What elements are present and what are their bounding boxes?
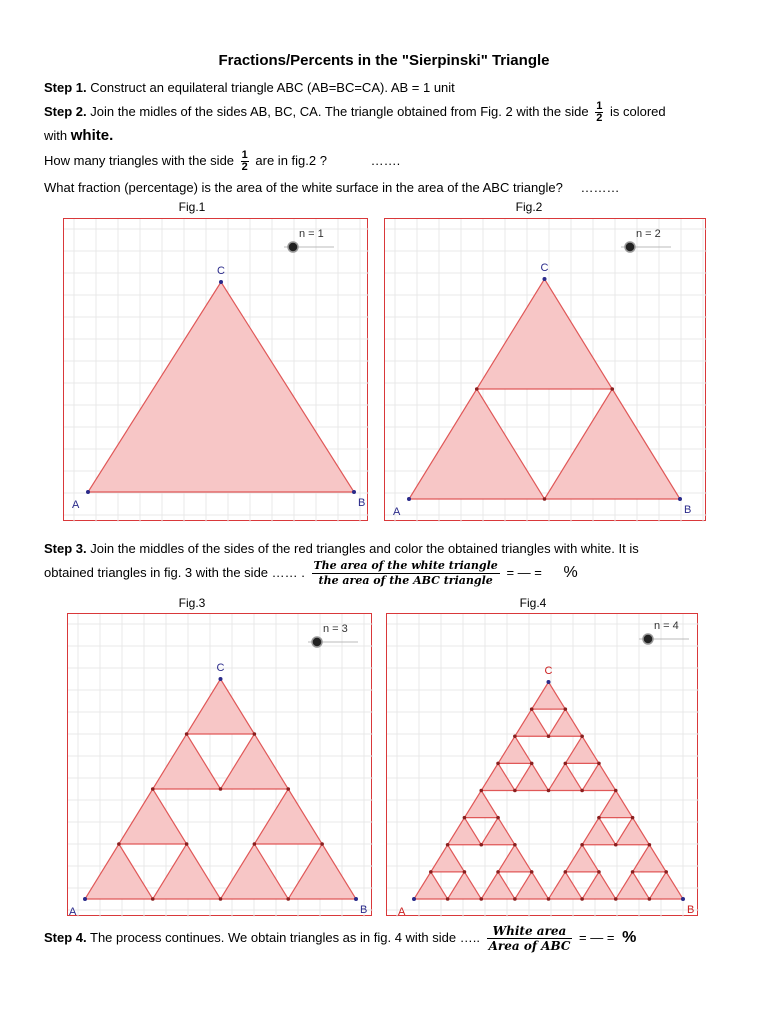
red-triangle — [119, 789, 187, 844]
red-triangle — [582, 763, 616, 790]
midpoint — [151, 787, 155, 791]
step3-line2: obtained triangles in fig. 3 with the side …… . $\frac{\text{The area of the white triangle}}{\text{the area of the ABC triangle}}$ = — = % — [44, 559, 578, 587]
red-triangle — [616, 872, 650, 899]
step3-body: Join the middles of the sides of the red triangles and color the obtained triangles with white. It is — [86, 541, 639, 556]
red-triangle — [599, 791, 633, 818]
midpoint — [580, 789, 584, 793]
midpoint — [185, 842, 189, 846]
sierpinski-figure — [385, 219, 707, 522]
red-triangle — [481, 872, 515, 899]
midpoint — [320, 842, 324, 846]
red-triangle — [515, 872, 549, 899]
red-triangle — [221, 844, 289, 899]
vertex-point — [86, 490, 90, 494]
figure-4-panel — [386, 613, 698, 916]
midpoint — [614, 897, 618, 901]
slider-knob[interactable] — [312, 637, 322, 647]
step4-text: Step 4. The process continues. We obtain triangles as in fig. 4 with side ….. $\frac{\text{White area}}{\text{Area of ABC}}$ = — = % — [44, 924, 637, 953]
red-triangle — [498, 845, 532, 872]
midpoint — [614, 789, 618, 793]
step2-text — [44, 101, 666, 124]
midpoint — [219, 897, 223, 901]
midpoint — [513, 789, 517, 793]
n-label: n = 1 — [299, 228, 324, 240]
vertex-label-b: B — [360, 904, 368, 916]
midpoint — [610, 387, 614, 391]
red-triangle — [565, 845, 599, 872]
red-triangle — [549, 872, 583, 899]
red-triangle — [464, 791, 498, 818]
vertex-label-b: B — [687, 904, 695, 916]
page-title: Fractions/Percents in the "Sierpinski" Triangle — [218, 52, 550, 69]
midpoint — [286, 787, 290, 791]
step4-fraction: $\frac{\text{White area}}{\text{Area of ABC}}$ — [488, 924, 571, 953]
sierpinski-figure — [64, 219, 369, 522]
step2-after: is colored — [609, 103, 666, 119]
figure-3-panel — [67, 613, 372, 916]
midpoint — [496, 870, 500, 874]
vertex-label-c: C — [216, 662, 225, 674]
half-fraction: $\frac{1}{2}$ — [596, 100, 603, 124]
midpoint — [547, 734, 551, 738]
midpoint — [580, 734, 584, 738]
step4-label: Step 4. — [44, 929, 87, 945]
midpoint — [543, 497, 547, 501]
step1-text — [44, 80, 455, 95]
red-triangle — [481, 763, 515, 790]
n-label: n = 3 — [323, 623, 348, 635]
midpoint — [446, 843, 450, 847]
step2-line2: with white. — [44, 127, 114, 144]
midpoint — [463, 870, 467, 874]
midpoint — [496, 816, 500, 820]
midpoint — [253, 842, 257, 846]
step2-label: Step 2. — [44, 103, 87, 119]
vertex-point — [678, 497, 682, 501]
vertex-point — [354, 897, 358, 901]
midpoint — [530, 870, 534, 874]
white-word: white. — [70, 127, 114, 144]
vertex-label-c: C — [544, 665, 553, 677]
fig4-caption: Fig.4 — [519, 596, 547, 610]
fig3-caption: Fig.3 — [178, 596, 206, 610]
vertex-point — [83, 897, 87, 901]
midpoint — [479, 789, 483, 793]
answer-blank-1: ……. — [370, 152, 401, 168]
n-slider[interactable] — [639, 634, 689, 644]
midpoint — [597, 870, 601, 874]
midpoint — [564, 762, 568, 766]
red-triangle — [515, 709, 549, 736]
red-triangle — [532, 682, 566, 709]
midpoint — [580, 843, 584, 847]
vertex-label-b: B — [358, 497, 366, 509]
step3-fraction: $\frac{\text{The area of the white triangle}}{\text{the area of the ABC triangle}}$ — [313, 559, 498, 587]
midpoint — [253, 732, 257, 736]
midpoint — [530, 762, 534, 766]
midpoint — [475, 387, 479, 391]
red-triangle — [549, 709, 583, 736]
vertex-point — [412, 897, 416, 901]
vertex-label-c: C — [217, 265, 225, 277]
vertex-point — [407, 497, 411, 501]
midpoint — [513, 734, 517, 738]
midpoint — [564, 707, 568, 711]
slider-knob[interactable] — [643, 634, 653, 644]
midpoint — [286, 897, 290, 901]
step3-text — [44, 541, 639, 556]
red-triangle — [85, 844, 153, 899]
step1-label: Step 1. — [44, 80, 87, 95]
midpoint — [219, 787, 223, 791]
fig2-caption: Fig.2 — [515, 200, 543, 214]
red-triangle — [565, 736, 599, 763]
half-fraction-2: $\frac{1}{2}$ — [241, 149, 248, 173]
midpoint — [631, 870, 635, 874]
sierpinski-figure — [68, 614, 373, 917]
red-triangle — [254, 789, 322, 844]
step1-body: Construct an equilateral triangle ABC (AB=BC=CA). AB = 1 unit — [86, 80, 455, 95]
vertex-label-a: A — [398, 906, 406, 917]
step3-label: Step 3. — [44, 541, 87, 556]
midpoint — [463, 816, 467, 820]
midpoint — [597, 762, 601, 766]
midpoint — [151, 897, 155, 901]
midpoint — [479, 897, 483, 901]
midpoint — [530, 707, 534, 711]
midpoint — [496, 762, 500, 766]
midpoint — [446, 897, 450, 901]
midpoint — [117, 842, 121, 846]
figure-1-panel — [63, 218, 368, 521]
slider-knob[interactable] — [288, 242, 298, 252]
midpoint — [513, 843, 517, 847]
midpoint — [597, 816, 601, 820]
red-triangle — [649, 872, 683, 899]
midpoint — [614, 843, 618, 847]
vertex-label-a: A — [72, 499, 80, 511]
fig1-caption: Fig.1 — [178, 200, 206, 214]
midpoint — [648, 897, 652, 901]
vertex-label-a: A — [393, 506, 401, 518]
red-triangle — [448, 872, 482, 899]
midpoint — [547, 789, 551, 793]
vertex-label-c: C — [540, 262, 549, 274]
red-triangle — [515, 763, 549, 790]
midpoint — [513, 897, 517, 901]
midpoint — [547, 897, 551, 901]
red-triangle — [498, 736, 532, 763]
midpoint — [580, 897, 584, 901]
red-triangle — [431, 845, 465, 872]
vertex-point — [543, 277, 547, 281]
step4-body: The process continues. We obtain triangles as in fig. 4 with side ….. — [86, 929, 480, 945]
question2: What fraction (percentage) is the area of the white surface in the area of the ABC triangle? ……… — [44, 180, 620, 195]
midpoint — [648, 843, 652, 847]
n-label: n = 2 — [636, 228, 661, 240]
vertex-point — [219, 677, 223, 681]
midpoint — [429, 870, 433, 874]
vertex-label-a: A — [69, 906, 77, 917]
red-triangle — [549, 763, 583, 790]
midpoint — [479, 843, 483, 847]
red-triangle — [221, 734, 289, 789]
midpoint — [664, 870, 668, 874]
red-triangle — [187, 679, 255, 734]
answer-blank-2: ……… — [580, 180, 620, 195]
sierpinski-figure — [387, 614, 699, 917]
vertex-point — [547, 680, 551, 684]
question1: How many triangles with the side $\frac{1}{2}$ are in fig.2 ? ……. — [44, 149, 401, 173]
vertex-label-b: B — [684, 504, 692, 516]
midpoint — [564, 870, 568, 874]
midpoint — [631, 816, 635, 820]
slider-knob[interactable] — [625, 242, 635, 252]
vertex-point — [352, 490, 356, 494]
vertex-point — [681, 897, 685, 901]
red-triangle — [88, 282, 354, 492]
figure-2-panel — [384, 218, 706, 521]
n-label: n = 4 — [654, 620, 679, 632]
red-triangle — [582, 872, 616, 899]
vertex-point — [219, 280, 223, 284]
midpoint — [185, 732, 189, 736]
step2-body: Join the midles of the sides AB, BC, CA. The triangle obtained from Fig. 2 with the side — [86, 103, 589, 119]
